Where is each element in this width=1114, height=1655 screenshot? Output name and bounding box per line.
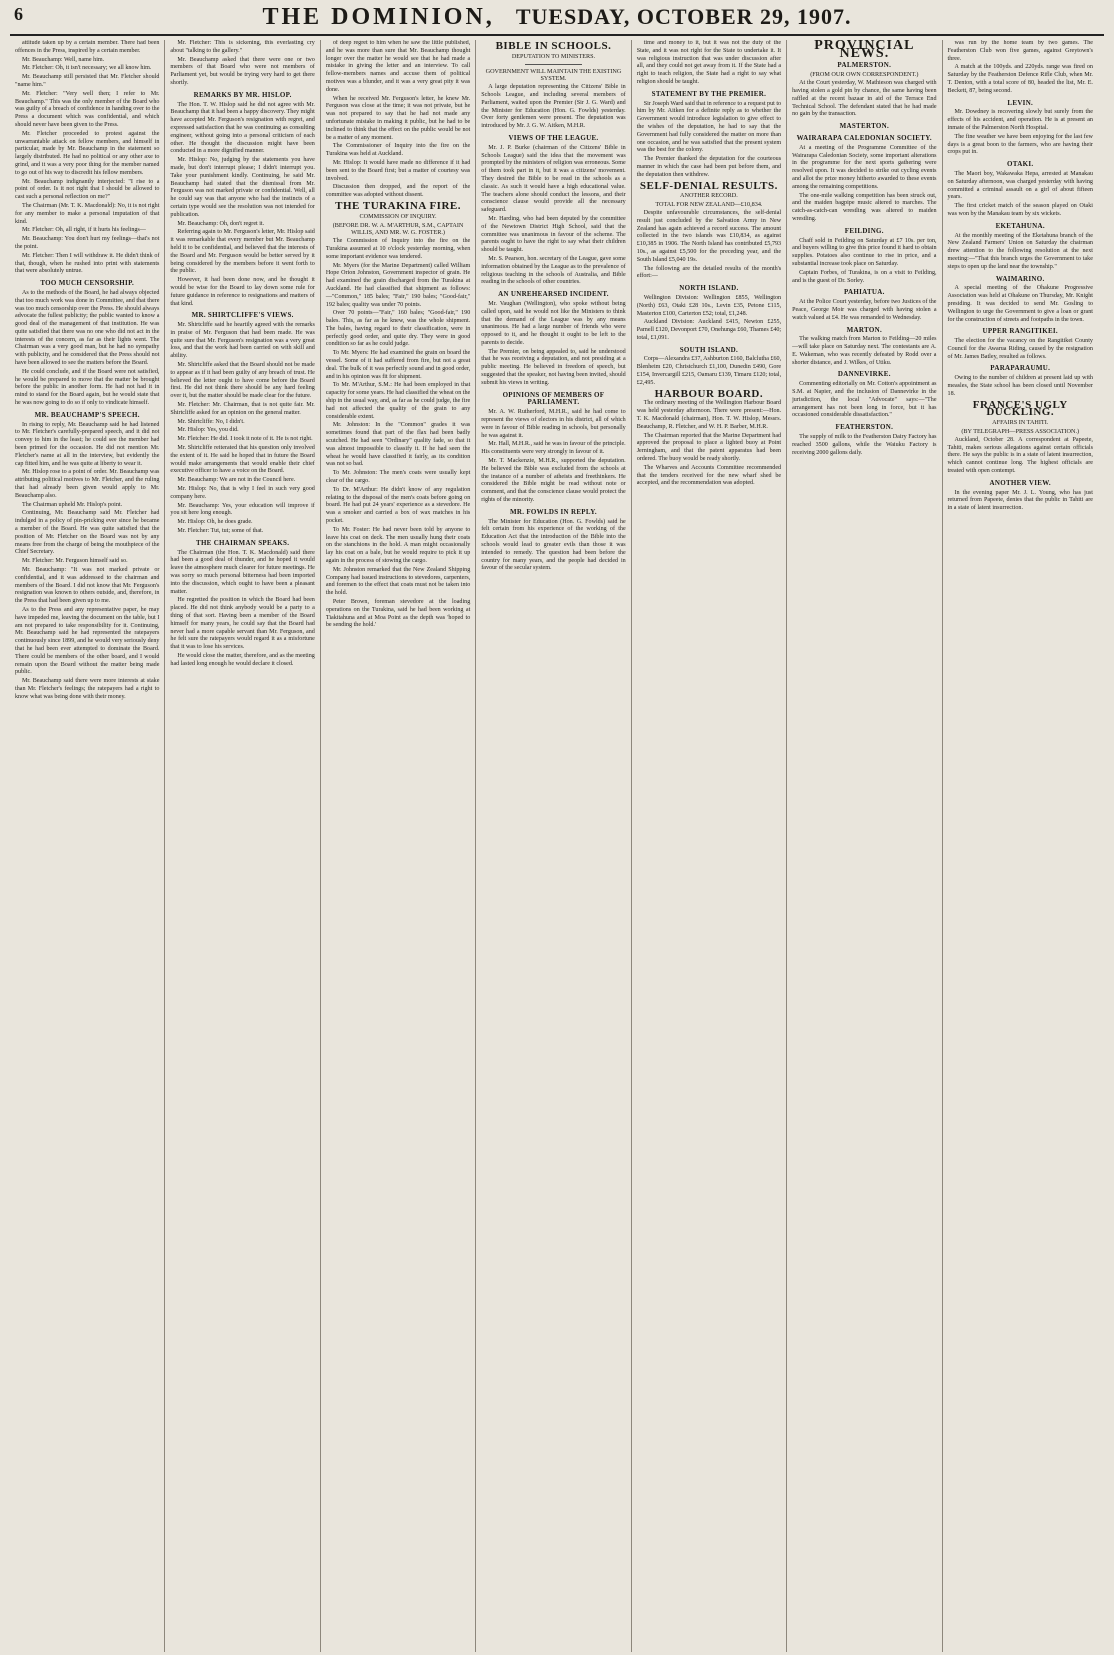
section-heading: NORTH ISLAND. [679, 284, 739, 293]
article-paragraph: Over 70 points—"Fair," 160 bales; "Good-fair," 190 bales. This, as far as he knew, was the whole shipment. The bales, having regard to their classification, were in perfectly good order, and quite dry. They were in good condition so far as he could judge. [325, 310, 471, 348]
article-paragraph: Mr. Fletcher: This is sickening, this everlasting cry about "talking to the gallery." [170, 40, 315, 54]
article-paragraph: Sir Joseph Ward said that in reference to a request put to him by Mr. Aitken for a definite reply as to whether the Government would introduce legislation to give effect to the wishes of the deputation, he had to say that the Government had fully considered the matter on more than one occasion, and he was satisfied that the present system was the best for the colony. [636, 100, 782, 154]
article-paragraph: Mr. Beauchamp: You don't hurt my feelings—that's not the point. [15, 236, 160, 250]
column-3 [321, 40, 476, 1652]
section-heading: MARTON. [846, 325, 882, 334]
article-paragraph: The Premier thanked the deputation for the courteous manner in which the case had been put before them, and the deputation then withdrew. [636, 156, 782, 178]
article-paragraph: When he received Mr. Ferguson's letter, he knew Mr. Ferguson was close at the time; it was not private, but he was not prepared to say that he had not made any unfortunate mistake in making it public, but he had to be inclined to think that the effect on the public would be not be a matter of any moment. [325, 95, 471, 141]
section-heading: DANNEVIRKE. [837, 370, 891, 379]
article-paragraph: Mr. Hislop: No, judging by the statements you have made, but don't interrupt please; I didn't interrupt you. Take your punishment kindly. Continuing, he said Mr. Beauchamp had stated that the dismissal from Mr. Ferguson was not marked private or confidential. Well, all he could say was that anyone who had the instincts of a certain type would see the resolution was not intended for publication. [170, 157, 315, 218]
article-paragraph: Chaff sold in Feilding on Saturday at £7 10s. per ton, and buyers willing to give this price found it hard to obtain supplies. Potatoes also continue to rise in price, and a substantial increase took place on Saturday. [792, 237, 937, 267]
article-paragraph: Mr. Beauchamp: Yes, your education will improve if you sit here long enough. [170, 502, 315, 517]
article-paragraph: Mr. Myers (for the Marine Department) called William Hope Orion Johnston, Government inspector of grain. He had examined the grain discharged from the Turakina at Auckland. He had classified that shipment as follows:—"Common," 185 bales; "Fair," 190 bales; "Good-fair," 192 bales; quality was under 70 points. [325, 262, 471, 308]
article-paragraph: Mr. Fletcher: Then I will withdraw it. He didn't think of that, though, when he rushed into print with statements that were absolutely untrue. [15, 252, 160, 275]
article-paragraph: At the Police Court yesterday, before two Justices of the Peace, George Moir was charged with having stolen a watch valued at £4. He was remanded to Wednesday. [792, 299, 937, 321]
article-paragraph: Peter Brown, foreman stevedore at the loading operations on the Turakina, said he had been working at Tiakitahuna and at Moa Point as the depth was 'hoped to be sending the hold.' [325, 598, 471, 629]
article-paragraph: The following are the detailed results of the month's effort:— [636, 265, 782, 280]
article-paragraph: A match at the 100yds. and 220yds. range was fired on Saturday by the Featherston Defence Rifle Club, when Mr. T. Denton, with a total score of 80, headed the list, Mr. E. Beckett, 87, being second. [947, 64, 1093, 94]
column-2 [165, 40, 320, 1652]
article-paragraph: The Premier, on being appealed to, said he understood that he was receiving a deputation, and not presiding at a public meeting. He believed in freedom of speech, but suggested that the speaker, not having been invited, should submit his views in writing. [481, 348, 626, 386]
article-paragraph: At a meeting of the Programme Committee of the Wairarapa Caledonian Society, some important alterations in the programme for the next sports gathering were resolved upon. It was decided to strike out cycling events and allot the prize money hitherto awarded to these events among the remaining competitions. [792, 144, 937, 190]
section-heading: REMARKS BY MR. HISLOP. [193, 90, 292, 99]
article-paragraph: To Dr. M'Arthur: He didn't know of any regulation relating to the disposal of the men's coats before going on board. He had put 24 years' experience as a stevedore. He was a smoker and carried a box of wax matches in his pocket. [325, 486, 471, 525]
section-heading: THE CHAIRMAN SPEAKS. [195, 538, 290, 547]
article-headline: SELF-DENIAL RESULTS. [639, 179, 778, 192]
section-heading: PALMERSTON. [837, 60, 892, 69]
sub-heading: DEPUTATION TO MINISTERS. [511, 52, 596, 60]
article-paragraph: To Mr. Johnston: The men's coats were usually kept clear of the cargo. [325, 470, 471, 485]
article-paragraph: Wellington Division: Wellington £855, Wellington (North) £63, Otaki £28 10s., Levin £35, Petone £115, Masterton £100, Carterton £52; total, £1,248. [636, 294, 782, 317]
article-paragraph: Captain Forbes, of Turakina, is on a visit to Feilding, and is the guest of Dr. Sorley. [792, 269, 937, 284]
article-paragraph: A special meeting of the Ohakune Progressive Association was held at Ohakune on Thursday, Mr. Knight presiding. It was decided to send Mr. Gosling to Wellington to urge the Government to give a loan or grant for the construction of streets and footpaths in the town. [947, 285, 1093, 323]
article-paragraph: The Hon. T. W. Hislop said he did not agree with Mr. Beauchamp that it had been a happy discovery. They might have accepted Mr. Ferguson's resignation with regret, and expressed satisfaction that he was continuing as consulting engineer, without going into a personal criticism of each other. He thought the discussion might have been conducted in a more dignified manner. [170, 101, 315, 155]
article-paragraph: Mr. Hislop rose to a point of order. Mr. Beauchamp was attributing political motives to Mr. Fletcher, and the ruling that had already been given would apply to Mr. Beauchamp also. [15, 469, 160, 499]
article-paragraph: Mr. Beauchamp still persisted that Mr. Fletcher should "name him." [15, 74, 160, 88]
page-number: 6 [14, 4, 23, 24]
article-paragraph: In rising to reply, Mr. Beauchamp said he had listened to Mr. Fletcher's carefully-prepared speech, and it did not convey to him in the least; he could see the member had been primed for the occasion. He did not mention Mr. Fletcher's name at all in the interview, but evidently the cap fitted him, and he was quite at liberty to wear it. [15, 421, 160, 467]
section-heading: STATEMENT BY THE PREMIER. [651, 89, 767, 98]
article-paragraph: Mr. S. Pearson, hon. secretary of the League, gave some information obtained by the League as to the prevalence of religious teaching in the schools of Australia, and Bible reading in the schools of other countries. [481, 255, 626, 286]
section-heading: OPINIONS OF MEMBERS OF PARLIAMENT. [502, 390, 605, 407]
article-paragraph: Mr. Hislop: No, that is why I feel in such very good company here. [170, 486, 315, 500]
section-heading: EKETAHUNA. [995, 221, 1045, 230]
article-paragraph: The ordinary meeting of the Wellington Harbour Board was held yesterday afternoon. There were present:—Hon. T. K. Macdonald (chairman), Hon. T. W. Hislop, Messrs. Beauchamp, R. Fletcher, and W. H. P. Barber, M.H.R. [636, 400, 782, 430]
article-paragraph: was run by the home team by two games. The Featherston Club won five games, against Greytown's three. [947, 40, 1093, 62]
article-paragraph: Mr. Fletcher proceeded to protest against the unwarrantable attack on fellow members, and himself in particular, made by Mr. Beauchamp in the statement so largely distributed. He had no political or any other axe to grind, and it was a very poor thing for the member named to go out of his way to discredit his fellow members. [15, 130, 160, 176]
article-paragraph: A large deputation representing the Citizens' Bible in Schools League, and including several members of Parliament, waited upon the Premier (Sir J. G. Ward) and the Minister for Education (Hon. G. Fowlds) yesterday. Over forty gentlemen were present. The deputation was introduced by Mr. J. G. W. Aitken, M.H.R. [481, 84, 626, 130]
article-paragraph: Mr. Beauchamp said there were more interests at stake than Mr. Fletcher's feelings; the ratepayers had a right to know what was being done with their money. [15, 678, 160, 700]
sub-heading: AFFAIRS IN TAHITI. [992, 419, 1049, 427]
column-4 [476, 40, 631, 1652]
sub-heading: ANOTHER RECORD. [680, 192, 738, 200]
article-paragraph: The Maori boy, Wakawaka Hepa, arrested at Manakau on Saturday afternoon, was charged yesterday with having committed a criminal assault on a girl of about fifteen years. [947, 170, 1093, 201]
article-headline: BIBLE IN SCHOOLS. [495, 40, 612, 52]
article-paragraph: Auckland Division: Auckland £415, Newton £255, Parnell £120, Devonport £70, Onehunga £60, Thames £40; total, £1,091. [636, 319, 782, 341]
article-paragraph: The Minister for Education (Hon. G. Fowlds) said he felt certain from his experience of the working of the Education Act that the introduction of the Bible into the schools would lead to greater evils than those it was intended to remedy. The question had been before the country for many years, and the people had decided in favour of the secular system. [481, 518, 626, 572]
section-heading: MR. FOWLDS IN REPLY. [509, 507, 597, 516]
article-paragraph: The fine weather we have been enjoying for the last few days is a great boon to the farmers, who are having their crops put in. [947, 133, 1093, 156]
article-paragraph: Discussion then dropped, and the report of the committee was adopted without dissent. [325, 184, 471, 199]
article-paragraph: Mr. Beauchamp: We are not in the Council here. [177, 477, 296, 484]
article-paragraph: Owing to the number of children at present laid up with measles, the State school has been closed until November 18. [947, 375, 1093, 397]
article-paragraph: Mr. Fletcher: "Very well then; I refer to Mr. Beauchamp." This was the only member of the Board who was guilty of a breach of confidence in handing over to the Press a document which was confidential, and which should never have been given to the Press. [15, 90, 160, 128]
section-heading: TOO MUCH CENSORSHIP. [40, 279, 135, 288]
section-heading: PARAPARAUMU. [990, 364, 1051, 373]
article-paragraph: The walking match from Marton to Feilding—20 miles—will take place on Saturday next. The contestants are A. E. Wakeman, who was recently defeated by Rodd over a shorter distance, and J. Wilkes, of Utiku. [792, 336, 937, 366]
article-paragraph: attitude taken up by a certain member. There had been offences in the Press, inspired by a certain member. [15, 40, 160, 54]
section-heading: FEATHERSTON. [835, 423, 894, 432]
article-paragraph: Mr. Beauchamp: "It was not marked private or confidential, and it was addressed to the chairman and members of the Board. I did not know that Mr. Ferguson's resignation was known to others outside, and, therefore, in the Press that had been given up to me. [15, 567, 160, 605]
section-heading: AN UNREHEARSED INCIDENT. [498, 290, 609, 299]
article-paragraph: The Chairman (Mr. T. K. Macdonald): No, it is not right for any member to make a personal imputation of that kind. [15, 202, 160, 225]
article-paragraph: Mr. A. W. Rutherford, M.H.R., said he had come to represent the views of electors in his district, all of which were in favour of Bible reading in schools, but personally he was against it. [481, 409, 626, 439]
section-heading: MASTERTON. [839, 122, 890, 131]
section-heading: LEVIN. [1007, 98, 1034, 107]
article-paragraph: Mr. Fletcher: He did. I took it note of it. He is not right. [177, 436, 313, 443]
article-paragraph: Mr. Hislop: It would have made no difference if it had been sent to the Board first; but a matter of courtesy was involved. [325, 159, 471, 182]
section-heading: PAHIATUA. [843, 288, 885, 297]
section-heading: MR. SHIRTCLIFFE'S VIEWS. [191, 311, 294, 320]
section-heading: FEILDING. [844, 226, 884, 235]
article-paragraph: He could conclude, and if the Board were not satisfied, he would be prepared to move that the matter be brought before the public in another form. He had not had it in mind to stand for the Board again, but he would state that he was now going to do so if only to vindicate himself. [15, 368, 160, 407]
article-paragraph: Mr. Fletcher: Mr. Chairman, that is not quite fair. Mr. Shirtcliffe asked for an opinion on the general matter. [170, 402, 315, 416]
article-paragraph: The Chairman upheld Mr. Hislop's point. [22, 501, 123, 508]
article-paragraph: time and money to it, but it was not the duty of the State, and it was not right for the State to undertake it. It was religious instruction that was under discussion after all, and they could not get away from it. If the State had a right to teach religion, the State had a right to say what religion should be taught. [636, 40, 782, 85]
article-paragraph: To Mr. Foster: He had never been told by anyone to leave his coat on deck. The men usually hung their coats on the stanchions in the hold. A man might occasionally lay his coat on a bale, but he would require to pick it up again in the process of stowing the cargo. [325, 526, 471, 564]
article-paragraph: As to the methods of the Board, he had always objected that too much work was done in Committee, and that there was too much censorship over the Press. He should always advocate the fullest publicity; the public wanted to know a good deal of the management of that institution. He was quite satisfied that there was no one who did not act in the interests of the concern, as far as their lights went. The Chairman was a very good man, but he had no sympathy with publicity, and he considered that the Press should not have been allowed to see the matters before the Board. [15, 289, 160, 367]
article-headline: HARBOUR BOARD. [654, 387, 764, 400]
article-paragraph: Mr. Johnston: In the "Common" grades it was sometimes found that part of the flax had been badly scutched. He had seen "Ordinary" quality fade, so that it was almost impossible to classify it. If he had seen the wheat he would have classified it fairly, as its condition was not so bad. [325, 422, 471, 468]
article-paragraph: The Wharves and Accounts Committee recommended that the tenders received for the new wharf shed be accepted, and the recommendation was adopted. [636, 464, 782, 487]
page-section-title: PROVINCIAL NEWS. [814, 40, 915, 61]
article-paragraph: The Chairman reported that the Marine Department had approved the proposal to place a lighted buoy at Point Jerningham, and that the patent apparatus had been ordered. The buoy would be ready shortly. [636, 432, 782, 463]
sub-heading: (BEFORE DR. W. A. M'ARTHUR, S.M., CAPTAIN WILLIS, AND MR. W. G. FOSTER.) [332, 221, 464, 237]
column-6 [787, 40, 942, 1652]
article-paragraph: Mr. Vaughan (Wellington), who spoke without being called upon, said he would not like the Ministers to think that the demand of the League was by any means unanimous. He had a large number of friends who were opposed to it, and he thought it ought to be left to the parents to decide. [481, 300, 626, 346]
article-paragraph: As to the Press and any representative paper, he may have impeded me, leaving the document on the table, but I am not prepared to take responsibility for it. Continuing, Mr. Beauchamp said he had represented the ratepayers continuously since 1899, and he would very seriously deny that he had been ever attempted to dominate the Board. There could be members of the other board, and I would remain upon the Board without the matter being made public. [15, 606, 160, 676]
article-paragraph: Mr. Shirtcliffe reiterated that his question only involved the extent of it. He said he hoped that in future the Board would make arrangements that would enable their chief executive officer to have a voice on the Board. [170, 445, 315, 475]
column-container [10, 40, 1104, 1652]
article-paragraph: Mr. Harding, who had been deputed by the committee of the Newtown District High School, said that the committee was unanimous in favour of the scheme. The parents ought to have the right to say what their children should be taught. [481, 215, 626, 254]
section-heading: WAIRARAPA CALEDONIAN SOCIETY. [796, 133, 932, 142]
sub-heading: TOTAL FOR NEW ZEALAND—£10,834. [655, 201, 763, 209]
article-paragraph: Mr. T. Mackenzie, M.H.R., supported the deputation. He believed the Bible was excluded from the schools at the instance of a number of atheists and freethinkers. He considered the Bible might be read without note or comment, and that the conscience clause would protect the rights of the minority. [481, 458, 626, 504]
sub-heading: (FROM OUR OWN CORRESPONDENT.) [810, 71, 919, 79]
sub-heading: (BY TELEGRAPH—PRESS ASSOCIATION.) [961, 428, 1080, 436]
sub-heading: COMMISSION OF INQUIRY. [359, 212, 437, 220]
article-paragraph: Mr. Shirtcliffe said he heartily agreed with the remarks in praise of Mr. Ferguson that had been made. He was quite sure that Mr. Ferguson's resignation was a very great loss, and that the work had been carried on with skill and ability. [170, 322, 315, 360]
article-paragraph: However, it had been done now, and he thought it would be wise for the Board to lay down some rule for future guidance in reference to resignations and matters of that kind. [170, 277, 315, 307]
article-paragraph: Corps—Alexandra £37, Ashburton £160, Balclutha £60, Blenheim £20, Christchurch £1,100, Dunedin £490, Gore £154, Invercargill £215, Oamaru £139, Timaru £120; total, £2,495. [636, 356, 782, 386]
article-paragraph: The Commissioner of Inquiry into the fire on the Turakina was held at Auckland. [325, 143, 471, 158]
article-paragraph: Auckland, October 28. A correspondent at Papeete, Tahiti, makes serious allegations against certain officials there. He says the public is in a state of latent insurrection, which cannot continue long. The highest officials are treated with open contempt. [947, 436, 1093, 475]
article-paragraph: The Commission of Inquiry into the fire on the Turakina assumed at 10 o'clock yesterday morning, when some important evidence was tendered. [325, 238, 471, 260]
column-5 [632, 40, 787, 1652]
article-paragraph: At the monthly meeting of the Eketahuna branch of the New Zealand Farmers' Union on Saturday the chairman drew attention to the following resolution at the next meeting:—"That this branch urges the Government to take steps to open up the land near the township." [947, 232, 1093, 270]
article-paragraph: Mr. J. P. Burke (chairman of the Citizens' Bible in Schools League) said the idea that the movement was prompted by the ministers of religion was erroneous. Some of them took part in it, but it was a citizens' movement. They desired the Bible to be read in the schools as a classic. As such it would have a high educational value. The teachers alone should conduct the lessons, and their conscience clause would provide all the necessary safeguard. [481, 144, 626, 214]
article-paragraph: Mr. Fletcher: Oh, all right, if it hurts his feelings— [22, 227, 146, 234]
section-heading: OTAKI. [1007, 160, 1034, 169]
article-paragraph: The election for the vacancy on the Rangitikei County Council for the Awarua Riding, caused by the resignation of Mr. James Batley, resulted as follows. [947, 338, 1093, 360]
article-paragraph: He regretted the position in which the Board had been placed. He did not think anybody would be a party to a thing of that sort. Having been a member of the Board himself for many years, he could say that the Board had never had a more capable servant than Mr. Ferguson, and he felt sure the ratepayers would regard it as a misfortune that it was to lose his services. [170, 597, 315, 651]
article-paragraph: To Mr. Myers: He had examined the grain on board the vessel. Some of it had suffered from fire, but not a great deal. The bulk of it was perfectly sound and in good order, and in his opinion was fit for shipment. [325, 350, 471, 380]
article-paragraph: The supply of milk to the Featherston Dairy Factory has reached 3500 gallons, while the Waiuku Factory is receiving 2000 gallons daily. [792, 434, 937, 456]
masthead [10, 0, 1104, 36]
article-paragraph: Mr. Johnston remarked that the New Zealand Shipping Company had issued instructions to stevedores, carpenters, and foremen to the effect that coats must not be taken into the hold. [325, 566, 471, 597]
article-paragraph: Despite unfavourable circumstances, the self-denial result just concluded by the Salvation Army in New Zealand has again achieved a record success. The amount collected in the two islands was £10,834, as against £10,385 in 1906. The North Island has contributed £5,793 10s., as against £5,500 for the preceding year, and the South Island £5,040 19s. [636, 209, 782, 263]
article-paragraph: Mr. Hall, M.H.R., said he was in favour of the principle. His constituents were very strongly in favour of it. [481, 441, 626, 456]
article-paragraph: Mr. Beauchamp: Oh, don't regret it. [177, 220, 265, 227]
section-heading: SOUTH ISLAND. [679, 345, 739, 354]
divider-rule [525, 64, 583, 65]
article-paragraph: In the evening paper Mr. J. L. Young, who has just returned from Papeete, denies that the public in Tahiti are in a state of latent insurrection. [947, 489, 1093, 512]
section-heading: WAIMARINO. [995, 274, 1045, 283]
article-paragraph: At the Court yesterday, W. Mathieson was charged with having stolen a gold pin by chance, the same having been raffled at the recent bazaar in aid of the Terrace End Technical School. The defendant stated that he had made no gain by the transaction. [792, 80, 937, 118]
article-paragraph: To Mr. M'Arthur, S.M.: He had been employed in that capacity for some years. He had classified the wheat on the ship in the usual way, and, as far as he could judge, the fire had not affected the quality of the grain to any considerable extent. [325, 382, 471, 420]
article-paragraph: Mr. Fletcher: Mr. Ferguson himself said so. [22, 558, 128, 565]
article-paragraph: Mr. Fletcher: Tut, tut; some of that. [177, 528, 264, 535]
article-paragraph: Referring again to Mr. Ferguson's letter, Mr. Hislop said it was remarkable that every member but Mr. Beauchamp held it to be confidential, and believed that the interests of the Board and Mr. Ferguson would be better served by it being considered by the members before it went forth to the public. [170, 229, 315, 275]
article-paragraph: Mr. Dowdney is recovering slowly but surely from the effects of his accident, and operation. He is at present an inmate of the Palmerston North Hospital. [947, 109, 1093, 131]
article-paragraph: Continuing, Mr. Beauchamp said Mr. Fletcher had indulged in a policy of pin-pricking ever since he became a member of the Board. He was quite satisfied that the position of Mr. Fletcher on the Board was not by any means free from the charge of being the mouthpiece of the Chief Secretary. [15, 510, 160, 556]
masthead-separator [503, 6, 508, 29]
article-paragraph: Mr. Shirtcliffe asked that the Board should not be made to appear as if it had been guilty of any breach of trust. He believed the letter ought to have come before the Board first. He did not think there should be any hard feeling over it, but the matter should be made clear for the future. [170, 362, 315, 400]
article-paragraph: Mr. Beauchamp: Well, name him. [22, 56, 105, 63]
section-heading: UPPER RANGITIKEI. [982, 327, 1058, 336]
article-paragraph: He would close the matter, therefore, and as the meeting had lasted long enough he would declare it closed. [170, 652, 315, 667]
newspaper-title: THE DOMINION, [262, 3, 495, 30]
article-paragraph: Mr. Shirtcliffe: No, I didn't. [177, 418, 245, 425]
article-paragraph: Mr. Beauchamp indignantly interjected: "I rise to a point of order. Is it not right that I should be allowed to cast such a personal reflection on me?" [15, 178, 160, 201]
article-paragraph: Mr. Hislop: Oh, he does grade. [177, 519, 253, 526]
article-paragraph: Mr. Beauchamp asked that there were one or two members of that Board who were not members of Parliament yet, but would be trying very hard to get there shortly. [170, 56, 315, 86]
section-heading: VIEWS OF THE LEAGUE. [508, 133, 599, 142]
article-paragraph: The Chairman (the Hon. T. K. Macdonald) said there had been a good deal of thunder, and he hoped it would leave the atmosphere much clearer for future meetings. He was sorry so much personal bitterness had been imported into the discussion, which ought to have been a pleasant matter. [170, 549, 315, 595]
article-paragraph: Mr. Fletcher: Oh, it isn't necessary; we all know him. [22, 65, 152, 72]
article-paragraph: The first cricket match of the season played on Otaki was won by the Manakau team by six wickets. [947, 203, 1093, 217]
column-1 [10, 40, 165, 1652]
column-7 [943, 40, 1098, 1652]
article-paragraph: Commenting editorially on Mr. Cotton's appointment as S.M. at Napier, and the inclusion of Dannevirke in the jurisdiction, the local "Advocate" says:—"The arrangement has not been long in force, but it has occasioned considerable dissatisfaction." [792, 381, 937, 419]
article-paragraph: The one-mile walking competition has been struck out, and the maiden bagpipe music altered to marches. The catch-as-catch-can wrestling was altered to maiden wrestling. [792, 192, 937, 222]
article-paragraph: Mr. Hislop: Yes, you did. [177, 427, 239, 434]
article-paragraph: of deep regret to him when he saw the little published, and he was more than sure that Mr. Beauchamp thought longer over the matter he would see that he had made a mistake in giving the letter and an interview. To call fellow-members names and accuse them of political motives was a blunder, and it was a very great pity it was done. [325, 40, 471, 93]
sub-heading: GOVERNMENT WILL MAINTAIN THE EXISTING SYSTEM. [485, 67, 622, 83]
article-headline: THE TURAKINA FIRE. [335, 199, 461, 212]
section-heading: ANOTHER VIEW. [989, 478, 1051, 487]
issue-date: TUESDAY, OCTOBER 29, 1907. [515, 4, 852, 29]
section-heading: MR. BEAUCHAMP'S SPEECH. [34, 410, 140, 419]
article-headline: FRANCE'S UGLY DUCKLING. [972, 398, 1068, 419]
